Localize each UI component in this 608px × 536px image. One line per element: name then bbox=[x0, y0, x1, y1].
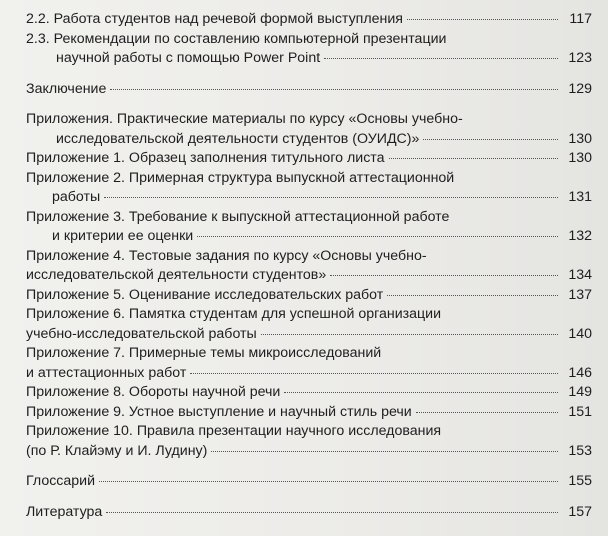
toc-entry-title-line: Приложение 7. Примерные темы микроисследований bbox=[26, 345, 382, 361]
toc-spacer bbox=[26, 492, 592, 503]
toc-page-number: 157 bbox=[568, 503, 592, 520]
toc-entry-row bbox=[26, 503, 592, 523]
dot-leader bbox=[190, 372, 558, 374]
toc-entry-row bbox=[26, 266, 592, 286]
toc-entry-title-line: Приложение 6. Памятка студентам для успешной организации bbox=[26, 306, 442, 322]
toc-entry-title-line: Приложение 8. Обороты научной речи bbox=[26, 384, 281, 400]
toc-entry-title-line: (по Р. Клайэму и И. Лудину) bbox=[26, 442, 208, 459]
dot-leader bbox=[416, 411, 558, 413]
toc-page-number: 123 bbox=[568, 50, 592, 66]
toc-entry-row bbox=[26, 403, 592, 423]
toc-entry[interactable] bbox=[26, 472, 592, 492]
dot-leader bbox=[284, 391, 558, 393]
dot-leader bbox=[324, 57, 558, 59]
toc-entry-row bbox=[26, 10, 592, 30]
toc-entry-title-line: 2.3. Рекомендации по составлению компьютерной презентации bbox=[26, 30, 447, 47]
toc-spacer bbox=[26, 99, 592, 110]
toc-entry-row bbox=[26, 188, 592, 208]
toc-entry-title-line: и критерии ее оценки bbox=[52, 228, 194, 244]
table-of-contents bbox=[26, 10, 592, 522]
toc-entry[interactable] bbox=[26, 80, 592, 100]
toc-entry[interactable] bbox=[26, 286, 592, 306]
toc-entry-title-line: Приложение 5. Оценивание исследовательских работ bbox=[26, 286, 384, 303]
dot-leader bbox=[104, 196, 558, 198]
toc-entry-title-line: исследовательской деятельности студентов (ОУИДС)» bbox=[56, 130, 420, 147]
toc-entry-title-line: 2.2. Работа студентов над речевой формой выступления bbox=[26, 11, 403, 27]
toc-entry[interactable] bbox=[26, 110, 592, 149]
toc-page-number: 151 bbox=[568, 403, 592, 420]
toc-entry[interactable] bbox=[26, 403, 592, 423]
toc-page-number: 140 bbox=[568, 325, 592, 342]
toc-page-number: 146 bbox=[568, 364, 592, 381]
toc-entry-title-line: и аттестационных работ bbox=[26, 364, 187, 381]
toc-entry[interactable] bbox=[26, 383, 592, 403]
toc-entry-row bbox=[26, 130, 592, 150]
toc-entry[interactable] bbox=[26, 10, 592, 30]
toc-page-number: 134 bbox=[568, 267, 592, 283]
toc-page-number: 130 bbox=[568, 150, 592, 166]
toc-entry-title-line: научной работы с помощью Power Point bbox=[56, 50, 321, 66]
toc-entry-row bbox=[26, 149, 592, 169]
toc-entry-title-line: Литература bbox=[26, 503, 103, 520]
dot-leader bbox=[423, 138, 558, 140]
toc-entry-row bbox=[26, 472, 592, 492]
toc-entry-title-line: Приложение 4. Тестовые задания по курсу «Основы учебно- bbox=[26, 247, 427, 264]
dot-leader bbox=[197, 235, 558, 237]
toc-entry-row bbox=[26, 227, 592, 247]
toc-entry-row bbox=[26, 325, 592, 345]
dot-leader bbox=[387, 294, 558, 296]
dot-leader bbox=[99, 480, 558, 482]
toc-entry-title-line: Приложения. Практические материалы по курсу «Основы учебно- bbox=[26, 111, 463, 127]
dot-leader bbox=[330, 274, 558, 276]
toc-entry[interactable] bbox=[26, 149, 592, 169]
toc-entry-row bbox=[26, 364, 592, 384]
toc-entry[interactable] bbox=[26, 247, 592, 286]
toc-page-number: 117 bbox=[569, 11, 592, 27]
toc-entry-title-line: Приложение 2. Примерная структура выпускной аттестационной bbox=[26, 169, 455, 186]
toc-entry[interactable] bbox=[26, 344, 592, 383]
toc-page-number: 131 bbox=[568, 189, 592, 205]
toc-page-number: 130 bbox=[568, 130, 592, 147]
toc-entry-title-line: Заключение bbox=[26, 80, 107, 97]
dot-leader bbox=[389, 157, 558, 159]
toc-entry-row bbox=[26, 80, 592, 100]
toc-page-number: 137 bbox=[568, 286, 592, 303]
toc-spacer bbox=[26, 69, 592, 80]
toc-entry[interactable] bbox=[26, 208, 592, 247]
toc-entry-title-line: Приложение 3. Требование к выпускной аттестационной работе bbox=[26, 208, 450, 225]
toc-page-number: 149 bbox=[568, 384, 592, 400]
toc-entry[interactable] bbox=[26, 422, 592, 461]
dot-leader bbox=[106, 511, 558, 513]
toc-entry[interactable] bbox=[26, 30, 592, 69]
toc-entry[interactable] bbox=[26, 503, 592, 523]
toc-entry-title-line: Приложение 1. Образец заполнения титульного листа bbox=[26, 150, 385, 166]
toc-entry-title-line: Приложение 9. Устное выступление и научный стиль речи bbox=[26, 403, 412, 420]
toc-entry-row bbox=[26, 442, 592, 462]
toc-entry-row bbox=[26, 49, 592, 69]
dot-leader bbox=[407, 18, 558, 20]
toc-entry[interactable] bbox=[26, 169, 592, 208]
dot-leader bbox=[211, 450, 558, 452]
dot-leader bbox=[110, 88, 558, 90]
toc-entry-title-line: учебно-исследовательской работы bbox=[26, 325, 257, 342]
dot-leader bbox=[261, 333, 558, 335]
toc-page-number: 155 bbox=[568, 473, 592, 489]
toc-entry-row bbox=[26, 383, 592, 403]
toc-entry-row bbox=[26, 286, 592, 306]
toc-spacer bbox=[26, 461, 592, 472]
toc-entry-title-line: Глоссарий bbox=[26, 473, 96, 489]
toc-entry-title-line: исследовательской деятельности студентов» bbox=[26, 267, 327, 283]
toc-entry[interactable] bbox=[26, 305, 592, 344]
toc-page-number: 132 bbox=[568, 228, 592, 244]
toc-entry-title-line: работы bbox=[52, 189, 101, 205]
toc-entry-title-line: Приложение 10. Правила презентации научного исследования bbox=[26, 423, 442, 439]
toc-page-number: 153 bbox=[568, 442, 592, 459]
toc-page-number: 129 bbox=[568, 80, 592, 97]
